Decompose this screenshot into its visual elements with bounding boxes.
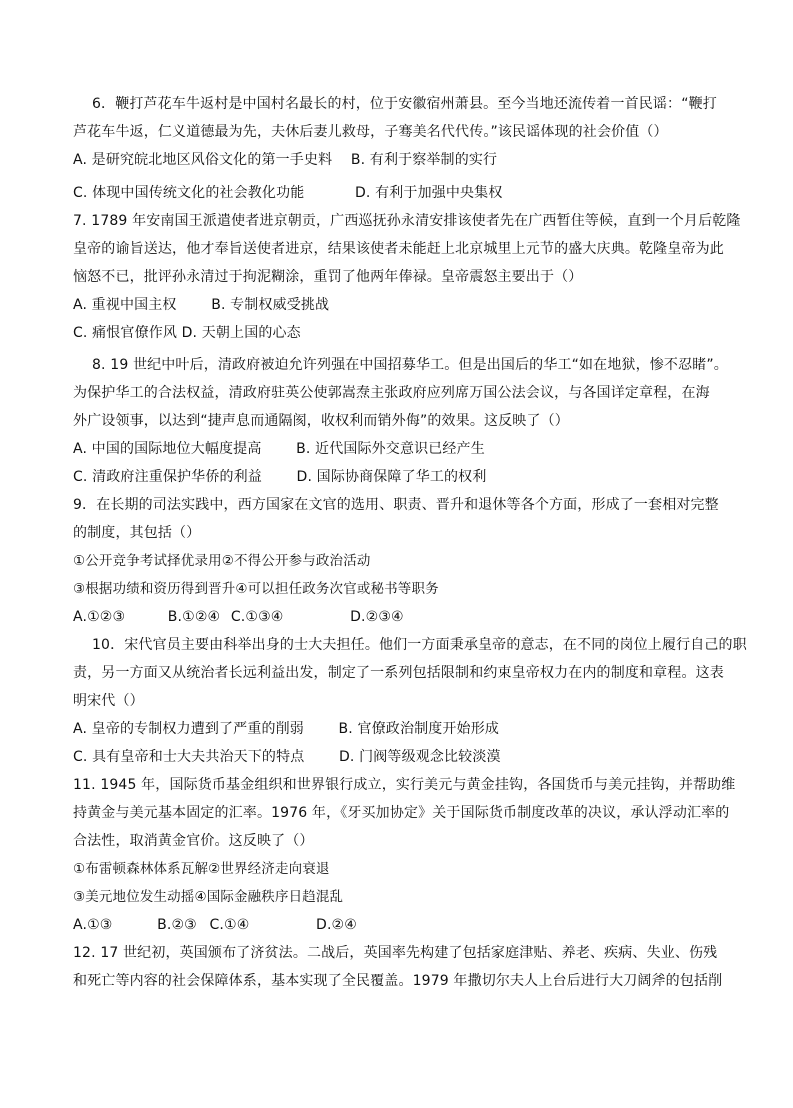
q10-stem-line-3: 明宋代（） bbox=[73, 693, 144, 709]
q7-stem-line-3: 恼怒不已，批评孙永清过于拘泥糊涂，重罚了他两年俸禄。皇帝震怒主要出于（） bbox=[73, 269, 583, 285]
q10-stem-line-1: 10．宋代官员主要由科举出身的士大夫担任。他们一方面秉承皇帝的意志，在不同的岗位上履行自己的职 bbox=[92, 637, 747, 653]
q11-option-b[interactable]: B.②③ bbox=[157, 917, 197, 933]
q10-option-c[interactable]: C. 具有皇帝和士大夫共治天下的特点 bbox=[73, 749, 305, 765]
q7-options-cd[interactable]: C. 痛恨官僚作风 D. 天朝上国的心态 bbox=[73, 325, 301, 341]
q9-option-d[interactable]: D.②③④ bbox=[350, 609, 404, 625]
q7-stem-line-1: 7. 1789 年安南国王派遣使者进京朝贡，广西巡抚孙永清安排该使者先在广西暂住等候，直到一个月后乾隆 bbox=[73, 213, 741, 229]
q6-stem-line-2: 芦花车牛返，仁义道德最为先，夫休后妻儿救母，子骞美名代代传。”该民谣体现的社会价值（） bbox=[73, 124, 668, 140]
q9-statements-34: ③根据功绩和资历得到晋升④可以担任政务次官或秘书等职务 bbox=[73, 581, 439, 597]
q6-option-c[interactable]: C. 体现中国传统文化的社会教化功能 bbox=[73, 185, 305, 201]
q11-stem-line-2: 持黄金与美元基本固定的汇率。1976 年，《牙买加协定》关于国际货币制度改革的决议，承认浮动汇率的 bbox=[73, 805, 730, 821]
q8-option-c[interactable]: C. 清政府注重保护华侨的利益 bbox=[73, 469, 262, 485]
q10-option-b[interactable]: B. 官僚政治制度开始形成 bbox=[338, 721, 500, 737]
q9-option-a[interactable]: A.①②③ bbox=[73, 609, 126, 625]
q9-option-c[interactable]: C.①③④ bbox=[230, 609, 284, 625]
q11-option-c[interactable]: C.①④ bbox=[209, 917, 250, 933]
q10-options-ab bbox=[73, 718, 499, 740]
q9-options bbox=[73, 606, 404, 628]
q11-stem-line-1: 11. 1945 年，国际货币基金组织和世界银行成立，实行美元与黄金挂钩，各国货币与美元挂钩，并帮助维 bbox=[73, 777, 736, 793]
q11-statements-34: ③美元地位发生动摇④国际金融秩序日趋混乱 bbox=[73, 889, 344, 905]
q11-option-a[interactable]: A.①③ bbox=[73, 917, 113, 933]
q7-options-ab bbox=[73, 294, 329, 316]
q8-stem-line-3: 外广设领事，以达到“捷声息而通隔阂，收权利而销外侮”的效果。这反映了（） bbox=[73, 413, 569, 429]
q11-stem-line-3: 合法性，取消黄金官价。这反映了（） bbox=[73, 833, 314, 849]
q8-stem-line-2: 为保护华工的合法权益，清政府驻英公使郭嵩焘主张政府应列席万国公法会议，与各国详定章程，在海 bbox=[73, 385, 710, 401]
q11-statements-12: ①布雷顿森林体系瓦解②世界经济走向衰退 bbox=[73, 861, 330, 877]
q9-statements-12: ①公开竞争考试择优录用②不得公开参与政治活动 bbox=[73, 553, 371, 569]
q8-options-ab bbox=[73, 438, 485, 460]
q8-option-a[interactable]: A. 中国的国际地位大幅度提高 bbox=[73, 441, 262, 457]
q8-stem-line-1: 8. 19 世纪中叶后，清政府被迫允许列强在中国招募华工。但是出国后的华工“如在地狱，惨不忍睹”。 bbox=[92, 357, 728, 373]
q10-options-cd bbox=[73, 746, 501, 768]
q9-option-b[interactable]: B.①②④ bbox=[167, 609, 221, 625]
q6-options-ab bbox=[73, 149, 497, 171]
q10-option-d[interactable]: D. 门阀等级观念比较淡漠 bbox=[338, 749, 501, 765]
q8-option-d[interactable]: D. 国际协商保障了华工的权利 bbox=[296, 469, 487, 485]
q6-option-d[interactable]: D. 有利于加强中央集权 bbox=[354, 185, 503, 201]
q7-stem-line-2: 皇帝的谕旨送达，他才奉旨送使者进京，结果该使者未能赶上北京城里上元节的盛大庆典。乾隆皇帝为此 bbox=[73, 241, 724, 257]
q8-options-cd bbox=[73, 466, 486, 488]
q6-option-b[interactable]: B. 有利于察举制的实行 bbox=[350, 152, 498, 168]
q12-stem-line-1: 12. 17 世纪初，英国颁布了济贫法。二战后，英国率先构建了包括家庭津贴、养老、疾病、失业、伤残 bbox=[73, 945, 718, 961]
q11-option-d[interactable]: D.②④ bbox=[316, 917, 357, 933]
q10-option-a[interactable]: A. 皇帝的专制权力遭到了严重的削弱 bbox=[73, 721, 304, 737]
q8-option-b[interactable]: B. 近代国际外交意识已经产生 bbox=[296, 441, 485, 457]
q7-option-a[interactable]: A. 重视中国主权 bbox=[73, 297, 177, 313]
q11-options bbox=[73, 914, 357, 936]
q7-option-b[interactable]: B. 专制权威受挑战 bbox=[211, 297, 330, 313]
q6-option-a[interactable]: A. 是研究皖北地区风俗文化的第一手史料 bbox=[73, 152, 333, 168]
q9-stem-line-1: 9．在长期的司法实践中，西方国家在文官的选用、职责、晋升和退休等各个方面，形成了一套相对完整 bbox=[73, 497, 719, 513]
q10-stem-line-2: 责，另一方面又从统治者长远利益出发，制定了一系列包括限制和约束皇帝权力在内的制度和章程。这表 bbox=[73, 665, 724, 681]
q6-options-cd bbox=[73, 182, 502, 204]
q12-stem-line-2: 和死亡等内容的社会保障体系，基本实现了全民覆盖。1979 年撒切尔夫人上台后进行大刀阔斧的包括削 bbox=[73, 973, 723, 989]
q6-stem-line-1: 6．鞭打芦花车牛返村是中国村名最长的村，位于安徽宿州萧县。至今当地还流传着一首民谣：“鞭打 bbox=[92, 96, 717, 112]
q9-stem-line-2: 的制度，其包括（） bbox=[73, 525, 201, 541]
